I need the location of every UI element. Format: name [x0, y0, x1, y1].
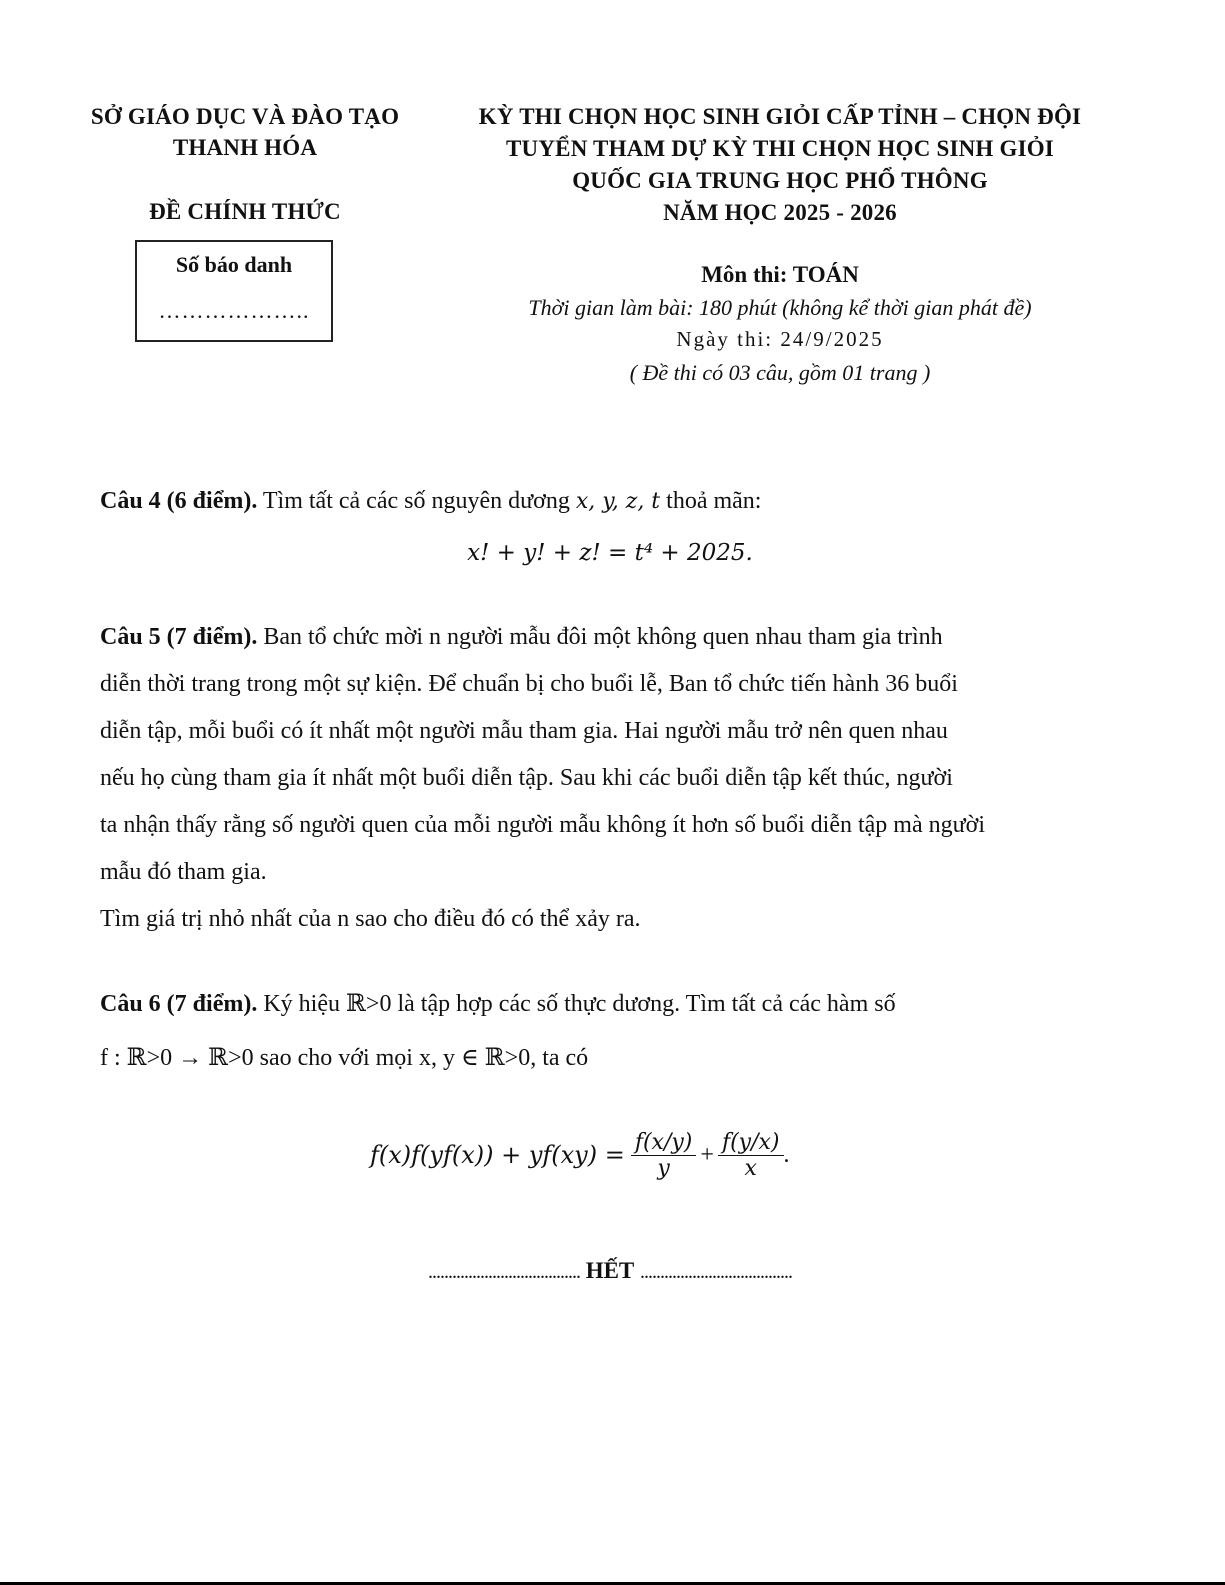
question-5: [100, 614, 1120, 943]
question-6-label: Câu 6 (7 điểm).: [100, 991, 258, 1017]
candidate-number-label: Số báo danh: [175, 252, 293, 277]
question-5-line4: nếu họ cùng tham gia ít nhất một buổi diễn tập. Sau khi các buổi diễn tập kết thúc, người: [100, 765, 953, 791]
question-4: [100, 478, 1120, 525]
official-label: ĐỀ CHÍNH THỨC: [149, 199, 341, 224]
province-name: THANH HÓA: [172, 135, 318, 160]
equation-period: .: [783, 1141, 790, 1168]
fraction-2-denominator: x: [718, 1155, 784, 1181]
candidate-number-dots: ………………..: [158, 298, 310, 323]
question-4-text: Tìm tất cả các số nguyên dương: [257, 488, 576, 514]
exam-duration: Thời gian làm bài: 180 phút (không kể thời gian phát đề): [528, 295, 1032, 320]
question-5-line2: diễn thời trang trong một sự kiện. Để chuẩn bị cho buổi lễ, Ban tổ chức tiến hành 36 buổi: [100, 671, 958, 697]
question-6-line2: f : ℝ>0 → ℝ>0 sao cho với mọi x, y ∈ ℝ>0, ta có: [100, 1045, 589, 1071]
question-6-equation: [370, 1100, 850, 1210]
department-name: SỞ GIÁO DỤC VÀ ĐÀO TẠO: [90, 104, 400, 129]
fraction-1-denominator: y: [631, 1155, 697, 1181]
question-5-line5: ta nhận thấy rằng số người quen của mỗi người mẫu không ít hơn số buổi diễn tập mà người: [100, 812, 985, 838]
equation-fraction-1: [631, 1130, 697, 1181]
question-4-equation: x! + y! + z! = t⁴ + 2025.: [467, 540, 753, 566]
end-dots-left: ......................................: [427, 1261, 580, 1283]
school-year: NĂM HỌC 2025 - 2026: [663, 200, 897, 225]
question-6: [100, 978, 1120, 1086]
question-4-label: Câu 4 (6 điểm).: [100, 488, 258, 514]
fraction-1-numerator: f(x/y): [634, 1129, 693, 1155]
end-marker: [300, 1258, 920, 1284]
end-dots-right: ......................................: [640, 1261, 793, 1283]
end-label: HẾT: [585, 1258, 635, 1283]
exam-subject: Môn thi: TOÁN: [701, 262, 859, 287]
fraction-2-numerator: f(y/x): [721, 1129, 780, 1155]
question-4-text-end: thoả mãn:: [660, 488, 762, 514]
exam-title-line3: QUỐC GIA TRUNG HỌC PHỔ THÔNG: [572, 168, 988, 193]
exam-note: ( Đề thi có 03 câu, gồm 01 trang ): [629, 360, 931, 385]
question-5-label: Câu 5 (7 điểm).: [100, 624, 258, 650]
equation-plus: +: [700, 1141, 714, 1168]
question-5-line6: mẫu đó tham gia.: [100, 859, 267, 885]
exam-title-line1: KỲ THI CHỌN HỌC SINH GIỎI CẤP TỈNH – CHỌN ĐỘI: [478, 104, 1082, 129]
question-6-line1: Ký hiệu ℝ>0 là tập hợp các số thực dương. Tìm tất cả các hàm số: [257, 991, 896, 1017]
exam-date: Ngày thi: 24/9/2025: [676, 327, 884, 351]
candidate-number-box[interactable]: [135, 240, 333, 342]
exam-title-line2: TUYỂN THAM DỰ KỲ THI CHỌN HỌC SINH GIỎI: [506, 136, 1054, 161]
question-5-line1: Ban tổ chức mời n người mẫu đôi một không quen nhau tham gia trình: [257, 624, 943, 650]
equation-fraction-2: [718, 1130, 784, 1181]
question-5-line7: Tìm giá trị nhỏ nhất của n sao cho điều đó có thể xảy ra.: [100, 906, 641, 932]
question-4-vars: x, y, z, t: [575, 489, 661, 514]
question-5-line3: diễn tập, mỗi buổi có ít nhất một người mẫu tham gia. Hai người mẫu trở nên quen nhau: [100, 718, 948, 744]
equation-lhs: f(x)f(yf(x)) + yf(xy) =: [370, 1141, 625, 1169]
